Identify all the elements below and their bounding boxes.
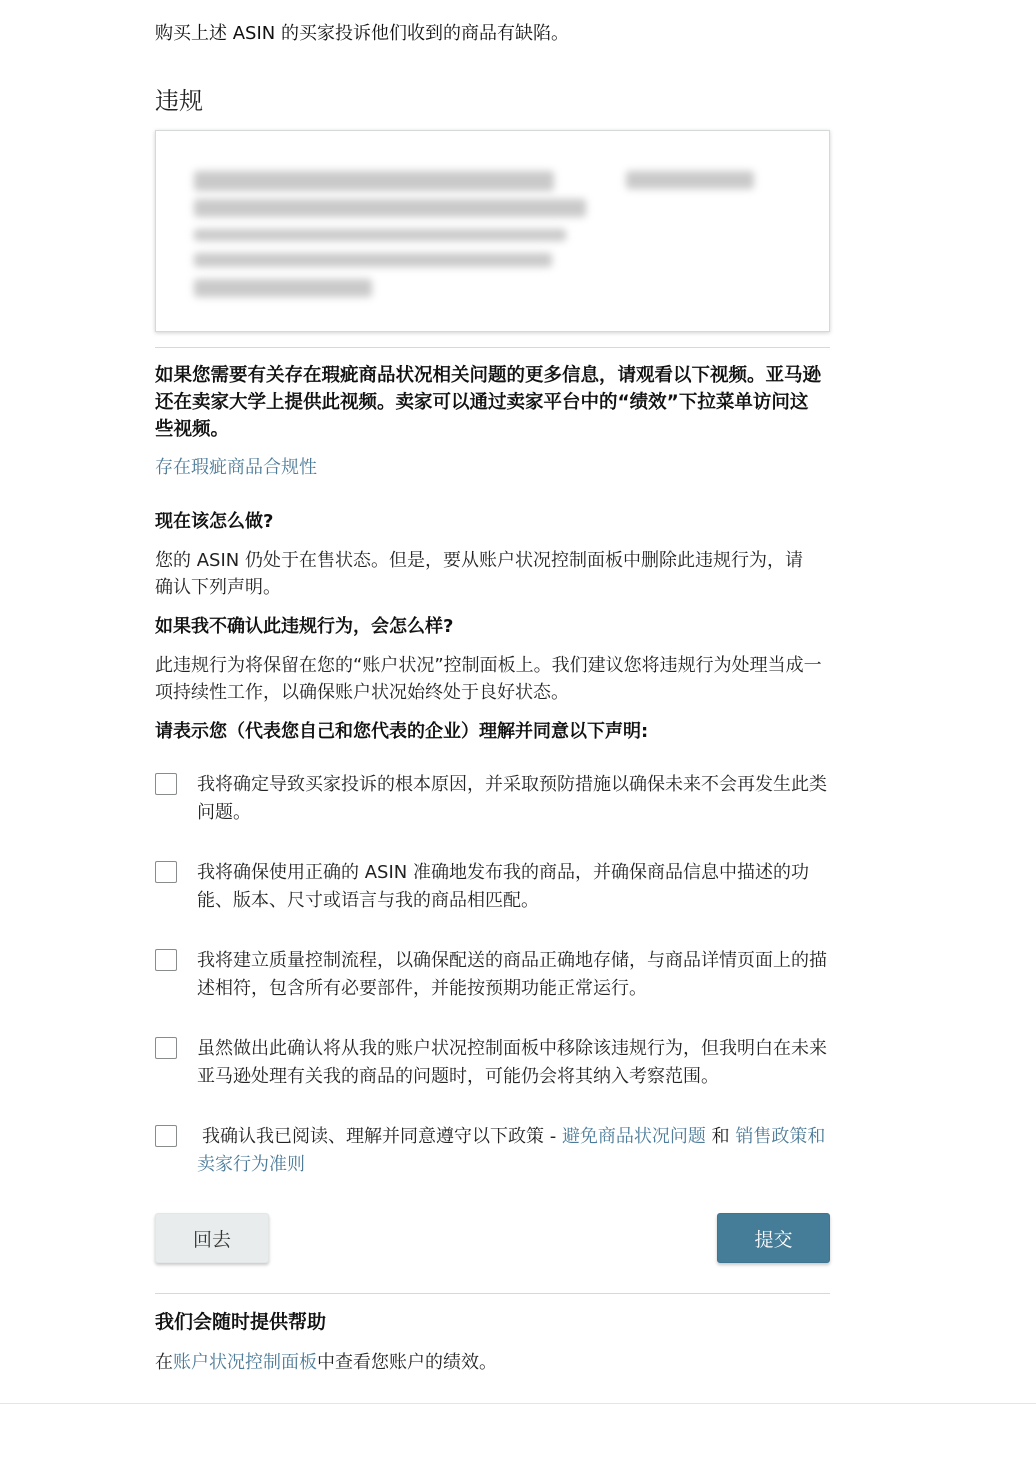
intro-text: 购买上述 ASIN 的买家投诉他们收到的商品有缺陷。 <box>155 23 569 44</box>
confirmation-label: 我将确保使用正确的 ASIN 准确地发布我的商品，并确保商品信息中描述的功能、版本、尺寸或语言与我的商品相匹配。 <box>197 862 809 911</box>
confirmation-checkbox[interactable] <box>155 861 177 883</box>
confirmation-label: 虽然做出此确认将从我的账户状况控制面板中移除该违规行为，但我明白在未来亚马逊处理有关我的商品的问题时，可能仍会将其纳入考察范围。 <box>197 1038 827 1087</box>
help-suffix: 中查看您账户的绩效。 <box>317 1352 497 1373</box>
agree-heading: 请表示您（代表您自己和您代表的企业）理解并同意以下声明: <box>155 721 649 742</box>
confirmation-checkbox[interactable] <box>155 773 177 795</box>
violation-details-card <box>155 130 830 332</box>
help-text <box>155 1349 825 1376</box>
confirmation-checkbox[interactable] <box>155 949 177 971</box>
help-heading: 我们会随时提供帮助 <box>155 1311 327 1333</box>
submit-button[interactable]: 提交 <box>717 1213 830 1263</box>
confirmation-checkbox[interactable] <box>155 1037 177 1059</box>
video-info-text: 如果您需要有关存在瑕疵商品状况相关问题的更多信息，请观看以下视频。亚马逊还在卖家大学上提供此视频。卖家可以通过卖家平台中的“绩效”下拉菜单访问这些视频。 <box>155 365 822 440</box>
section-divider <box>155 347 830 348</box>
back-button[interactable]: 回去 <box>155 1213 269 1263</box>
what-now-heading: 现在该怎么做? <box>155 511 274 532</box>
help-divider <box>155 1293 830 1294</box>
avoid-condition-issues-link[interactable]: 避免商品状况问题 <box>561 1126 706 1147</box>
confirmation-label: 我将确定导致买家投诉的根本原因，并采取预防措施以确保未来不会再发生此类问题。 <box>197 774 827 823</box>
if-not-text: 此违规行为将保留在您的“账户状况”控制面板上。我们建议您将违规行为处理当成一项持续性工作，以确保账户状况始终处于良好状态。 <box>155 655 822 703</box>
violation-heading: 违规 <box>155 87 203 115</box>
account-health-dashboard-link[interactable]: 账户状况控制面板 <box>173 1352 317 1373</box>
what-now-text: 您的 ASIN 仍处于在售状态。但是，要从账户状况控制面板中删除此违规行为，请确认下列声明。 <box>155 550 803 598</box>
footer-divider <box>0 1403 1036 1404</box>
help-prefix: 在 <box>155 1352 173 1373</box>
confirmation-label: 我将建立质量控制流程，以确保配送的商品正确地存储，与商品详情页面上的描述相符，包含所有必要部件，并能按预期功能正常运行。 <box>197 950 827 999</box>
selling-policies-link[interactable]: 销售政策和卖家行为准则 <box>197 1126 826 1175</box>
video-link[interactable]: 存在瑕疵商品合规性 <box>155 457 317 478</box>
policy-conjunction: 和 <box>705 1126 736 1147</box>
if-not-heading: 如果我不确认此违规行为，会怎么样? <box>155 616 454 637</box>
policy-checkbox[interactable] <box>155 1125 177 1147</box>
policy-label <box>197 1123 827 1179</box>
policy-prefix: 我确认我已阅读、理解并同意遵守以下政策 - <box>202 1126 562 1147</box>
